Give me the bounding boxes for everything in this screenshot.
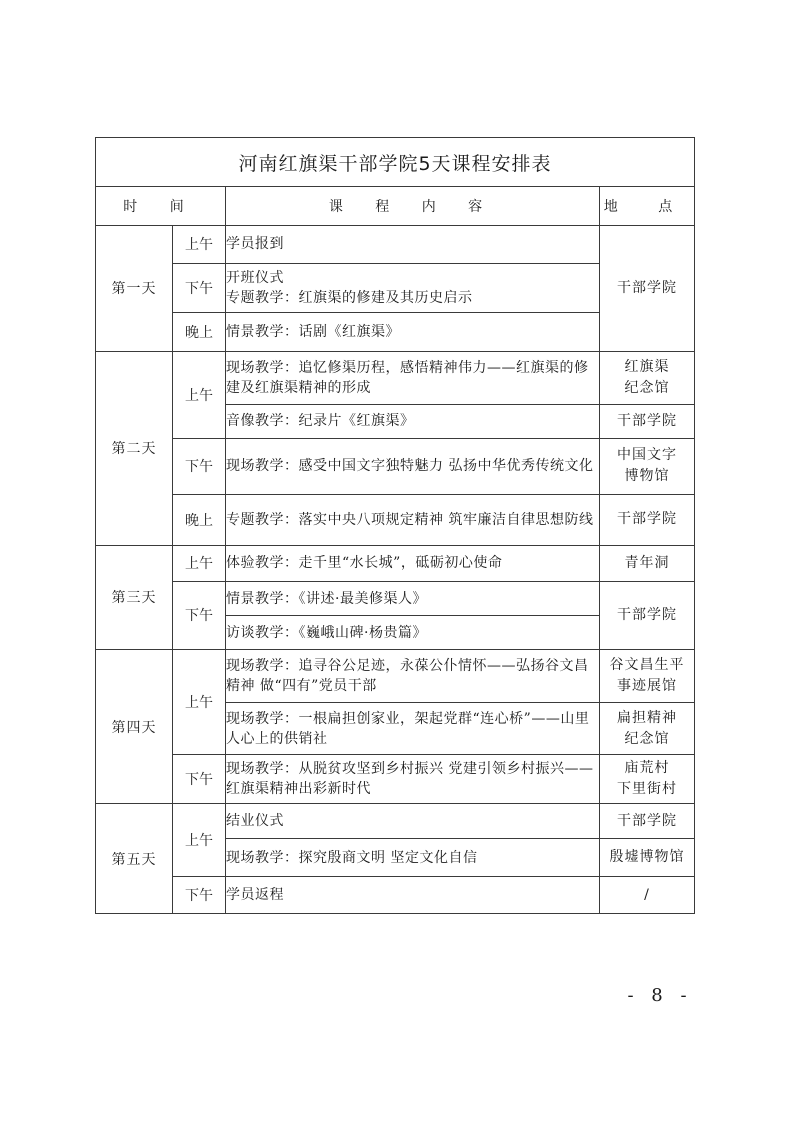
content-cell: 情景教学：话剧《红旗渠》 (226, 312, 600, 351)
location-cell: 干部学院 (600, 225, 695, 351)
content-cell: 现场教学：从脱贫攻坚到乡村振兴 党建引领乡村振兴——红旗渠精神出彩新时代 (226, 755, 600, 804)
table-row (96, 438, 695, 494)
content-cell: 学员返程 (226, 877, 600, 914)
location-cell: 谷文昌生平 事迹展馆 (600, 650, 695, 703)
location-cell: 干部学院 (600, 494, 695, 545)
period-cell: 上午 (173, 545, 226, 581)
day-label: 第二天 (96, 351, 173, 545)
header-content: 课 程 内 容 (226, 187, 600, 226)
period-cell: 下午 (173, 263, 226, 312)
content-cell: 现场教学：追忆修渠历程，感悟精神伟力——红旗渠的修建及红旗渠精神的形成 (226, 351, 600, 404)
location-cell: 干部学院 (600, 404, 695, 438)
period-cell: 上午 (173, 225, 226, 263)
location-cell: 红旗渠 纪念馆 (600, 351, 695, 404)
table-row (96, 545, 695, 581)
content-cell: 现场教学：追寻谷公足迹，永葆公仆情怀——弘扬谷文昌精神 做“四有”党员干部 (226, 650, 600, 703)
period-cell: 下午 (173, 581, 226, 649)
content-cell: 现场教学：感受中国文字独特魅力 弘扬中华优秀传统文化 (226, 438, 600, 494)
content-cell: 现场教学：一根扁担创家业，架起党群“连心桥”——山里人心上的供销社 (226, 703, 600, 755)
course-schedule-table (95, 137, 695, 914)
content-cell: 情景教学：《讲述·最美修渠人》 (226, 581, 600, 616)
table-title: 河南红旗渠干部学院5天课程安排表 (96, 138, 695, 187)
location-cell: 庙荒村 下里街村 (600, 755, 695, 804)
table-row (96, 494, 695, 545)
period-cell: 上午 (173, 351, 226, 438)
content-cell: 访谈教学：《巍峨山碑·杨贵篇》 (226, 616, 600, 650)
period-cell: 晚上 (173, 494, 226, 545)
period-cell: 晚上 (173, 312, 226, 351)
location-cell: 青年洞 (600, 545, 695, 581)
table-row (96, 804, 695, 839)
period-cell: 下午 (173, 877, 226, 914)
location-cell: 中国文字 博物馆 (600, 438, 695, 494)
table-row (96, 650, 695, 703)
header-time: 时 间 (96, 187, 226, 226)
content-cell: 专题教学：落实中央八项规定精神 筑牢廉洁自律思想防线 (226, 494, 600, 545)
content-cell: 体验教学：走千里“水长城”，砥砺初心使命 (226, 545, 600, 581)
page-number: - 8 - (627, 985, 693, 1006)
content-cell: 现场教学：探究殷商文明 坚定文化自信 (226, 839, 600, 877)
content-cell: 结业仪式 (226, 804, 600, 839)
table-row (96, 225, 695, 263)
content-cell: 学员报到 (226, 225, 600, 263)
location-cell: 扁担精神 纪念馆 (600, 703, 695, 755)
location-cell: / (600, 877, 695, 914)
period-cell: 上午 (173, 650, 226, 755)
header-location: 地 点 (600, 187, 695, 226)
location-cell: 干部学院 (600, 804, 695, 839)
table-row (96, 877, 695, 914)
header-row (96, 187, 695, 226)
location-cell: 干部学院 (600, 581, 695, 649)
day-label: 第三天 (96, 545, 173, 649)
location-cell: 殷墟博物馆 (600, 839, 695, 877)
period-cell: 下午 (173, 438, 226, 494)
table-row (96, 755, 695, 804)
table-row (96, 581, 695, 616)
day-label: 第一天 (96, 225, 173, 351)
title-row (96, 138, 695, 187)
content-cell: 开班仪式 专题教学：红旗渠的修建及其历史启示 (226, 263, 600, 312)
day-label: 第五天 (96, 804, 173, 914)
day-label: 第四天 (96, 650, 173, 804)
content-cell: 音像教学：纪录片《红旗渠》 (226, 404, 600, 438)
period-cell: 上午 (173, 804, 226, 877)
period-cell: 下午 (173, 755, 226, 804)
table-row (96, 351, 695, 404)
